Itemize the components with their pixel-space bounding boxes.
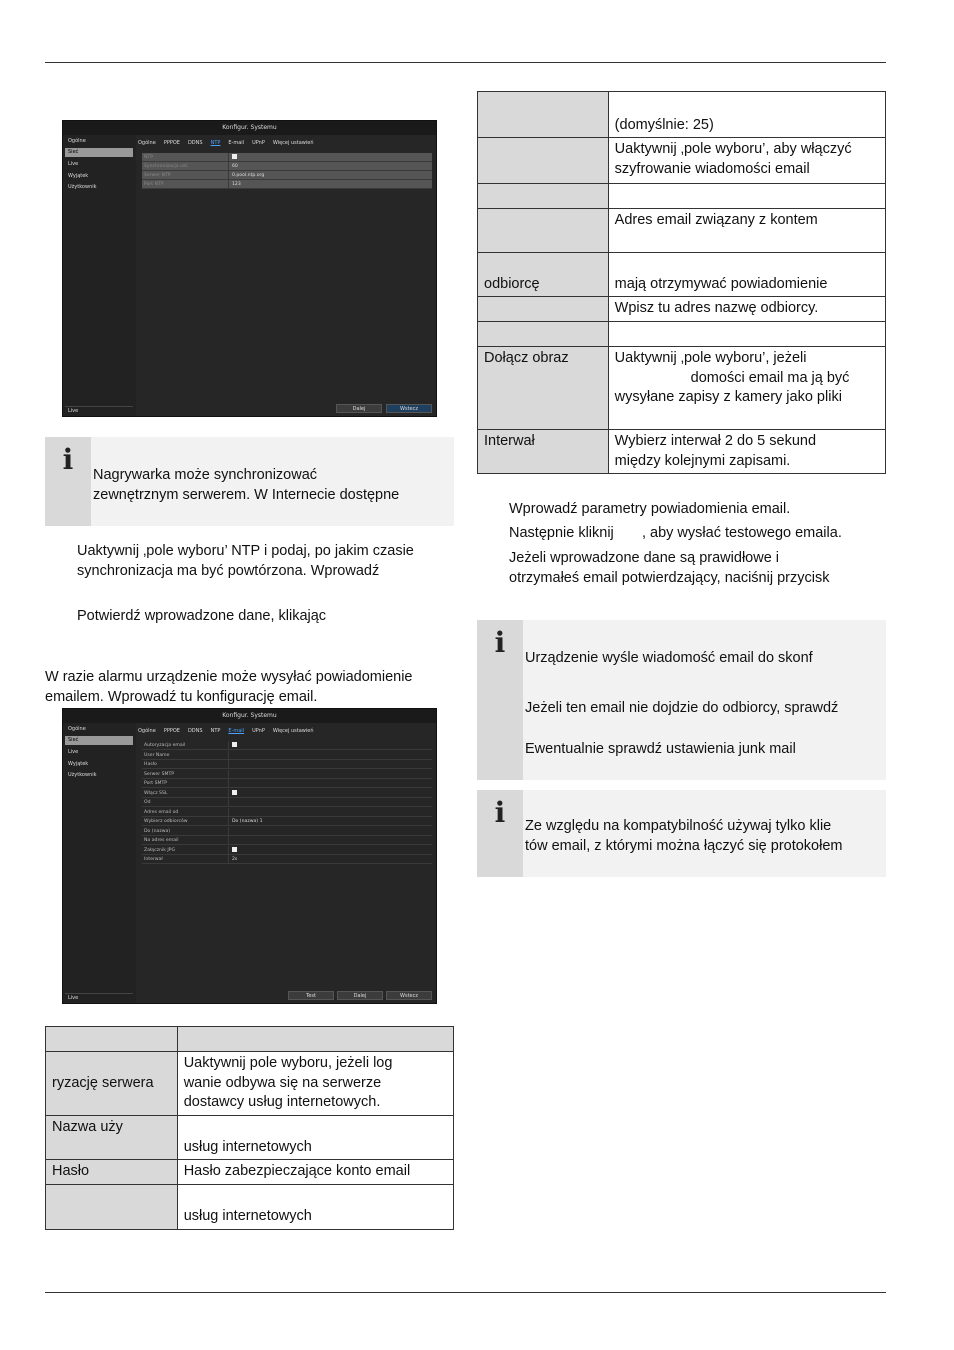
cell-line: dostawcy usług internetowych. [183, 1094, 381, 1110]
info-box-email-test [477, 620, 886, 780]
field-label: Serwer NTP [144, 173, 171, 178]
table-row [478, 430, 886, 474]
info-box-ntp [45, 437, 454, 526]
username-row [142, 751, 432, 760]
table-row [478, 347, 886, 430]
table-row [478, 209, 886, 253]
table-row [478, 253, 886, 297]
attach-jpg-row [142, 846, 432, 855]
tab-bar [138, 728, 434, 737]
tab-pppoe[interactable]: PPPOE [163, 728, 180, 734]
ntp-row [142, 153, 432, 162]
field-label: Port NTP [144, 182, 164, 187]
cell-line: Wpisz tu adres nazwę odbiorcy. [614, 300, 819, 316]
tab-ddns[interactable]: DDNS [187, 728, 203, 734]
info-icon: i [494, 626, 506, 659]
ntp-checkbox[interactable] [232, 154, 237, 159]
info-box-compatibility [477, 790, 886, 877]
cell-line: usług internetowych [183, 1207, 312, 1224]
ntp-instructions [77, 541, 414, 581]
cell-line [184, 1187, 447, 1207]
field-label: Na adres email [144, 838, 179, 843]
table-row [46, 1160, 454, 1185]
cell-line: (domyślnie: 25) [614, 116, 714, 133]
table-cell: Dołącz obraz [478, 347, 609, 430]
field-label: Włącz SSL [144, 790, 168, 796]
bottom-rule [45, 1292, 886, 1293]
username-input[interactable] [228, 751, 432, 759]
tab-email[interactable]: E-mail [228, 728, 245, 734]
table-row [478, 297, 886, 322]
table-cell [608, 253, 885, 297]
recipients-row [142, 817, 432, 826]
tab-more-settings[interactable]: Więcej ustawień [272, 140, 314, 146]
tab-upnp[interactable]: UPnP [252, 140, 265, 146]
cell-line: między kolejnymi zapisami. [614, 452, 791, 469]
to-address-input[interactable] [228, 836, 432, 844]
interval-select[interactable]: 2s [228, 855, 432, 863]
table-row [46, 1116, 454, 1160]
info-text-line: zewnętrznym serwerem. W Internecie dostępne [93, 487, 400, 503]
table-cell [478, 138, 609, 184]
tab-upnp[interactable]: UPnP [252, 728, 265, 734]
field-label: Interwał [144, 857, 163, 862]
from-input[interactable] [228, 798, 432, 806]
email-auth-row [142, 741, 432, 750]
info-text-line: Jeżeli ten email nie dojdzie do odbiorcy, sprawdź [525, 700, 839, 716]
window-title: Konfigur. Systemu [63, 709, 436, 723]
table-cell [608, 347, 885, 430]
to-name-input[interactable] [228, 827, 432, 835]
sync-interval-row [142, 162, 432, 171]
table-cell [177, 1027, 453, 1052]
sidebar [63, 723, 136, 1003]
password-row [142, 760, 432, 769]
smtp-port-row [142, 779, 432, 788]
interval-row [142, 855, 432, 864]
email-step-2: Następnie kliknij , aby wysłać testowego emaila. [509, 525, 842, 541]
ntp-server-input[interactable]: 0.pool.ntp.org [228, 171, 432, 179]
tab-ddns[interactable]: DDNS [187, 140, 203, 146]
field-label: Od [144, 800, 151, 805]
table-cell [608, 138, 885, 184]
field-label: Hasło [144, 762, 157, 767]
sidebar-item-live[interactable]: Live [68, 749, 79, 755]
cell-line [184, 1118, 447, 1138]
email-config-screenshot [62, 708, 437, 1004]
field-label: Serwer SMTP [144, 771, 175, 777]
field-label: Synchronizacja ust. [144, 164, 189, 169]
table-cell [608, 92, 885, 138]
tab-general[interactable]: Ogólne [138, 140, 156, 146]
field-label: Wybierz odbiorców [144, 819, 188, 824]
next-button[interactable]: Dalej [336, 404, 382, 413]
tab-pppoe[interactable]: PPPOE [163, 140, 180, 146]
table-cell: Hasło [46, 1160, 178, 1185]
table-cell [608, 430, 885, 474]
back-button[interactable]: Wstecz [386, 991, 432, 1000]
tab-ntp[interactable]: NTP [210, 140, 221, 146]
para-line: W razie alarmu urządzenie może wysyłać powiadomienie [45, 669, 413, 685]
ntp-server-row [142, 171, 432, 180]
table-cell [177, 1052, 453, 1116]
sync-interval-input[interactable]: 60 [228, 162, 432, 170]
confirm-instruction: Potwierdź wprowadzone dane, klikając [77, 608, 327, 624]
table-cell [478, 92, 609, 138]
main-panel [136, 723, 436, 1003]
table-cell [478, 209, 609, 253]
sidebar-item-user[interactable]: Użytkownik [68, 184, 97, 190]
sidebar-item-live[interactable]: Live [68, 161, 79, 167]
cell-line: mają otrzymywać powiadomienie [614, 275, 828, 292]
table-cell [608, 209, 885, 253]
cell-line: wysyłane zapisy z kamery jako pliki [614, 389, 842, 405]
sidebar-item-general[interactable]: Ogólne [68, 138, 86, 144]
cell-line: szyfrowanie wiadomości email [614, 160, 810, 177]
ssl-checkbox[interactable] [232, 790, 237, 795]
para-line: synchronizacja ma być powtórzona. Wprowadź [77, 563, 380, 579]
table-cell [608, 297, 885, 322]
ssl-row [142, 789, 432, 798]
table-row [46, 1052, 454, 1116]
cell-line: wanie odbywa się na serwerze [183, 1074, 382, 1091]
sidebar-item-user[interactable]: Użytkownik [68, 772, 97, 778]
info-text-line: Urządzenie wyśle wiadomość email do skonf [525, 650, 813, 666]
tab-bar [138, 140, 434, 149]
cell-line: usług internetowych [183, 1138, 312, 1155]
para-line: Jeżeli wprowadzone dane są prawidłowe i [509, 550, 780, 566]
table-cell: Nazwa uży [46, 1116, 178, 1160]
smtp-server-row [142, 770, 432, 779]
info-text-line: Ewentualnie sprawdź ustawienia junk mail [525, 741, 796, 757]
table-cell [177, 1116, 453, 1160]
to-name-row [142, 827, 432, 836]
table-cell [46, 1185, 178, 1230]
field-label: Port SMTP [144, 781, 168, 786]
from-address-input[interactable] [228, 808, 432, 816]
field-label: Do (nazwa) [144, 828, 171, 834]
cell-line: Uaktywnij ‚pole wyboru’, aby włączyć [614, 141, 852, 157]
table-cell [608, 184, 885, 209]
password-input[interactable] [228, 760, 432, 768]
sidebar-item-network[interactable]: Sieć [65, 736, 133, 745]
info-text-line: Ze względu na kompatybilność używaj tylko klie [525, 818, 832, 834]
info-icon: i [494, 796, 506, 829]
top-rule [45, 62, 886, 63]
table-row [478, 92, 886, 138]
test-button[interactable]: Test [288, 991, 334, 1000]
field-label: Załącznik JPG [144, 847, 176, 853]
main-panel [136, 135, 436, 416]
table-cell [46, 1027, 178, 1052]
cell-line: Uaktywnij ‚pole wyboru’, jeżeli [614, 350, 807, 366]
table-row [46, 1027, 454, 1052]
info-icon: i [62, 443, 74, 476]
sidebar-item-general[interactable]: Ogólne [68, 726, 86, 732]
cell-line: domości email ma ją być [690, 369, 850, 386]
cell-line: Adres email związany z kontem [614, 212, 818, 228]
para-line: emailem. Wprowadź tu konfigurację email. [45, 689, 318, 705]
table-cell: odbiorcę [478, 253, 609, 297]
next-button[interactable]: Dalej [337, 991, 383, 1000]
tab-more-settings[interactable]: Więcej ustawień [272, 728, 314, 734]
sidebar-live-bottom[interactable]: Live [65, 993, 133, 1001]
field-label: Autoryzacja email [144, 743, 186, 748]
ntp-port-input[interactable]: 123 [228, 180, 432, 188]
ntp-config-screenshot [62, 120, 437, 417]
table-cell [177, 1185, 453, 1230]
cell-line: Hasło zabezpieczające konto email [183, 1163, 411, 1179]
ntp-port-row [142, 180, 432, 189]
table-cell: ryzację serwera [46, 1052, 178, 1116]
email-params-table-right [477, 91, 886, 474]
cell-line: Wybierz interwał 2 do 5 sekund [614, 433, 817, 449]
smtp-server-input[interactable] [228, 770, 432, 778]
from-address-row [142, 808, 432, 817]
recipients-select[interactable]: Do (nazwa) 1 [228, 817, 432, 825]
tab-email[interactable]: E-mail [228, 140, 245, 146]
field-label: Adres email od [144, 809, 179, 815]
from-row [142, 798, 432, 807]
info-text-line: tów email, z którymi można łączyć się protokołem [525, 838, 843, 854]
table-cell [478, 184, 609, 209]
para-line: otrzymałeś email potwierdzający, naciśnij przycisk [509, 570, 830, 586]
window-title: Konfigur. Systemu [63, 121, 436, 135]
sidebar [63, 135, 136, 416]
attach-jpg-checkbox[interactable] [232, 847, 237, 852]
tab-general[interactable]: Ogólne [138, 728, 156, 734]
table-row [478, 184, 886, 209]
email-step-1: Wprowadź parametry powiadomienia email. [509, 501, 791, 517]
table-cell [608, 322, 885, 347]
sidebar-item-exception[interactable]: Wyjątek [68, 173, 89, 179]
email-auth-checkbox[interactable] [232, 742, 237, 747]
info-text-line: Nagrywarka może synchronizować [93, 467, 318, 483]
to-address-row [142, 836, 432, 845]
table-cell [177, 1160, 453, 1185]
table-cell: Interwał [478, 430, 609, 474]
email-intro [45, 667, 412, 707]
table-row [478, 322, 886, 347]
table-row [46, 1185, 454, 1230]
back-button[interactable]: Wstecz [386, 404, 432, 413]
cell-line: Uaktywnij pole wyboru, jeżeli log [183, 1055, 393, 1071]
email-params-table-left [45, 1026, 454, 1230]
email-step-3 [509, 548, 829, 588]
field-label: NTP [144, 155, 154, 160]
smtp-port-input[interactable] [228, 779, 432, 787]
sidebar-item-network[interactable]: Sieć [65, 148, 133, 157]
table-row [478, 138, 886, 184]
field-label: User Name [144, 752, 170, 758]
sidebar-item-exception[interactable]: Wyjątek [68, 761, 89, 767]
table-cell [478, 297, 609, 322]
table-cell [478, 322, 609, 347]
para-line: Uaktywnij ‚pole wyboru’ NTP i podaj, po jakim czasie [77, 543, 414, 559]
sidebar-live-bottom[interactable]: Live [65, 406, 133, 414]
tab-ntp[interactable]: NTP [210, 728, 221, 734]
